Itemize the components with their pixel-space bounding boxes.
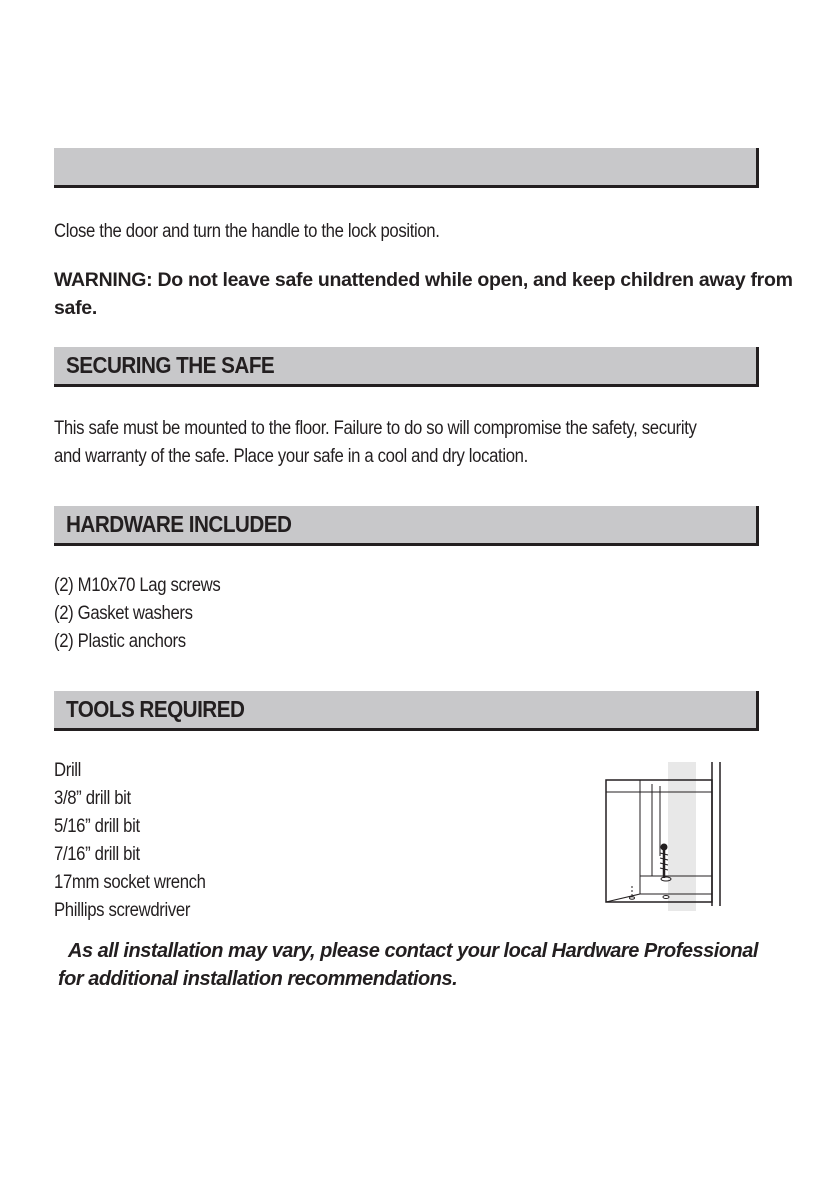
securing-line-1: This safe must be mounted to the floor. Failure to do so will compromise the safety, security bbox=[54, 418, 697, 439]
blank-section-header bbox=[54, 148, 759, 188]
warning-text: WARNING: Do not leave safe unattended while open, and keep children away from safe. bbox=[54, 269, 793, 319]
safe-mounting-diagram-icon bbox=[600, 756, 735, 916]
list-item: Phillips screwdriver bbox=[54, 900, 191, 921]
hardware-section-header bbox=[54, 506, 759, 546]
list-item: 7/16” drill bit bbox=[54, 844, 140, 865]
hardware-list bbox=[54, 572, 243, 656]
securing-section-title: SECURING THE SAFE bbox=[66, 352, 275, 378]
list-item: (2) M10x70 Lag screws bbox=[54, 575, 221, 596]
tools-list bbox=[54, 757, 226, 925]
hardware-section-title: HARDWARE INCLUDED bbox=[66, 511, 292, 537]
close-door-instruction: Close the door and turn the handle to the lock position. bbox=[54, 221, 440, 242]
securing-section-header bbox=[54, 347, 759, 387]
installation-note-text: As all installation may vary, please contact your local Hardware Professional for additional installation recommendations. bbox=[58, 940, 758, 990]
list-item: 5/16” drill bit bbox=[54, 816, 140, 837]
tools-section-header bbox=[54, 691, 759, 731]
list-item: 17mm socket wrench bbox=[54, 872, 206, 893]
tools-section-title: TOOLS REQUIRED bbox=[66, 696, 245, 722]
list-item: (2) Gasket washers bbox=[54, 603, 193, 624]
list-item: (2) Plastic anchors bbox=[54, 631, 186, 652]
installation-note bbox=[58, 937, 778, 993]
list-item: Drill bbox=[54, 760, 82, 781]
securing-line-2: and warranty of the safe. Place your safe in a cool and dry location. bbox=[54, 446, 528, 467]
list-item: 3/8” drill bit bbox=[54, 788, 131, 809]
